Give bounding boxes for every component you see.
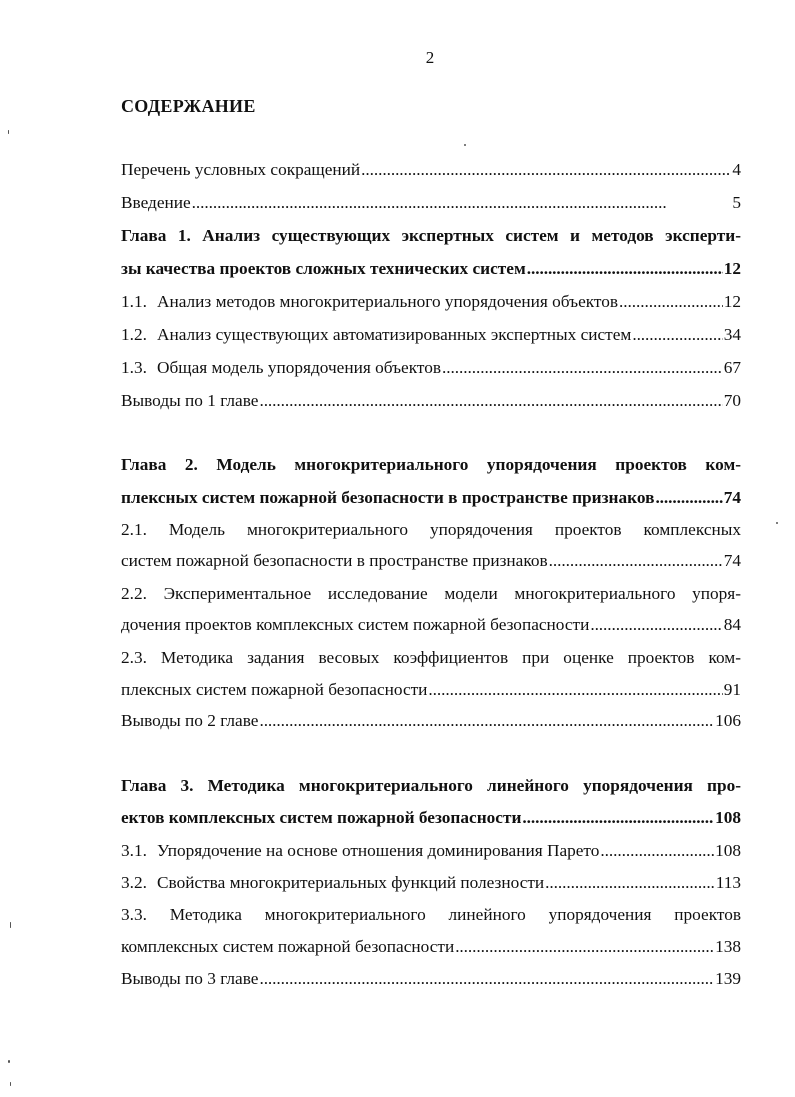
toc-page-number: 91: [723, 680, 741, 699]
toc-entry-text: Общая модель упорядочения объектов: [157, 358, 442, 377]
toc-entry-text: систем пожарной безопасности в пространстве признаков: [121, 551, 548, 570]
dot-leader: [549, 551, 723, 571]
toc-page-number: 84: [723, 615, 741, 634]
toc-entry: [121, 711, 741, 731]
dot-leader: [522, 808, 714, 828]
dot-leader: [259, 711, 714, 731]
toc-entry-text: Анализ существующих автоматизированных экспертных систем: [157, 325, 632, 344]
toc-entry-text: Упорядочение на основе отношения доминирования Парето: [157, 841, 600, 860]
dot-leader: [527, 259, 723, 279]
toc-page-number: 139: [715, 969, 741, 988]
section-heading-line: 3.3. Методика многокритериального линейного упорядочения проектов: [121, 905, 741, 924]
toc-entry: [121, 937, 741, 957]
section-heading-line: 2.1. Модель многокритериального упорядочения проектов комплексных: [121, 520, 741, 539]
toc-page-number: 12: [723, 259, 741, 278]
toc-entry-text: плексных систем пожарной безопасности: [121, 680, 428, 699]
dot-leader: [619, 292, 723, 312]
section-heading-line: 2.3. Методика задания весовых коэффициентов при оценке проектов ком-: [121, 648, 741, 667]
dot-leader: [259, 969, 714, 989]
dot-leader: [259, 391, 722, 411]
section-heading-line: 2.2. Экспериментальное исследование модели многокритериального упоря-: [121, 584, 741, 603]
section-number: 1.2.: [121, 325, 147, 344]
toc-page-number: 5: [732, 193, 741, 212]
toc-entry-text: Введение: [121, 193, 191, 212]
toc-page-number: 138: [715, 937, 741, 956]
toc-entry: [121, 292, 741, 312]
toc-page-number: 106: [715, 711, 741, 730]
toc-page-number: 108: [715, 808, 741, 827]
toc-entry: [121, 969, 741, 989]
toc-entry: [121, 488, 741, 508]
chapter-heading-line: Глава 3. Методика многокритериального линейного упорядочения про-: [121, 776, 741, 795]
toc-entry-text: ектов комплексных систем пожарной безопасности: [121, 808, 522, 827]
toc-entry: [121, 160, 741, 180]
dot-leader: [590, 615, 722, 635]
toc-entry: [121, 873, 741, 893]
scan-speck: [776, 522, 778, 524]
section-number: 3.2.: [121, 873, 147, 892]
section-number: 1.3.: [121, 358, 147, 377]
scan-speck: [10, 1082, 11, 1086]
toc-entry-text: Выводы по 2 главе: [121, 711, 259, 730]
scan-speck: [8, 1060, 10, 1063]
dot-leader: [192, 193, 732, 213]
dot-leader: [600, 841, 714, 861]
toc-page-number: 70: [723, 391, 741, 410]
toc-entry: [121, 259, 741, 279]
toc-entry: [121, 808, 741, 828]
toc-entry: [121, 841, 741, 861]
toc-entry-text: плексных систем пожарной безопасности в пространстве признаков: [121, 488, 655, 507]
scan-speck: [464, 144, 466, 146]
dot-leader: [632, 325, 722, 345]
toc-entry-text: Перечень условных сокращений: [121, 160, 361, 179]
toc-page-number: 74: [723, 551, 741, 570]
toc-entry: [121, 193, 741, 213]
dot-leader: [545, 873, 715, 893]
toc-entry: [121, 551, 741, 571]
dot-leader: [361, 160, 731, 180]
toc-entry-text: дочения проектов комплексных систем пожарной безопасности: [121, 615, 590, 634]
scan-speck: [10, 922, 11, 928]
dot-leader: [442, 358, 723, 378]
page-title: СОДЕРЖАНИЕ: [121, 96, 256, 116]
toc-page-number: 34: [723, 325, 741, 344]
toc-page-number: 113: [715, 873, 741, 892]
toc-entry-text: Анализ методов многокритериального упорядочения объектов: [157, 292, 619, 311]
toc-entry: [121, 358, 741, 378]
toc-entry-text: зы качества проектов сложных технических систем: [121, 259, 526, 278]
toc-page-number: 74: [723, 488, 741, 507]
toc-entry: [121, 325, 741, 345]
toc-entry: [121, 615, 741, 635]
section-number: 1.1.: [121, 292, 147, 311]
chapter-heading-line: Глава 2. Модель многокритериального упорядочения проектов ком-: [121, 455, 741, 474]
page-number: 2: [425, 48, 435, 67]
toc-page-number: 108: [715, 841, 741, 860]
toc-page-number: 67: [723, 358, 741, 377]
toc-entry: [121, 391, 741, 411]
toc-page-number: 4: [732, 160, 741, 179]
dot-leader: [455, 937, 714, 957]
section-number: 3.1.: [121, 841, 147, 860]
toc-entry-text: комплексных систем пожарной безопасности: [121, 937, 455, 956]
toc-entry-text: Выводы по 3 главе: [121, 969, 259, 988]
dot-leader: [428, 680, 722, 700]
toc-entry-text: Выводы по 1 главе: [121, 391, 259, 410]
dot-leader: [655, 488, 722, 508]
chapter-heading-line: Глава 1. Анализ существующих экспертных систем и методов эксперти-: [121, 226, 741, 245]
toc-page-number: 12: [723, 292, 741, 311]
toc-entry: [121, 680, 741, 700]
scan-speck: [8, 130, 9, 134]
toc-entry-text: Свойства многокритериальных функций полезности: [157, 873, 545, 892]
